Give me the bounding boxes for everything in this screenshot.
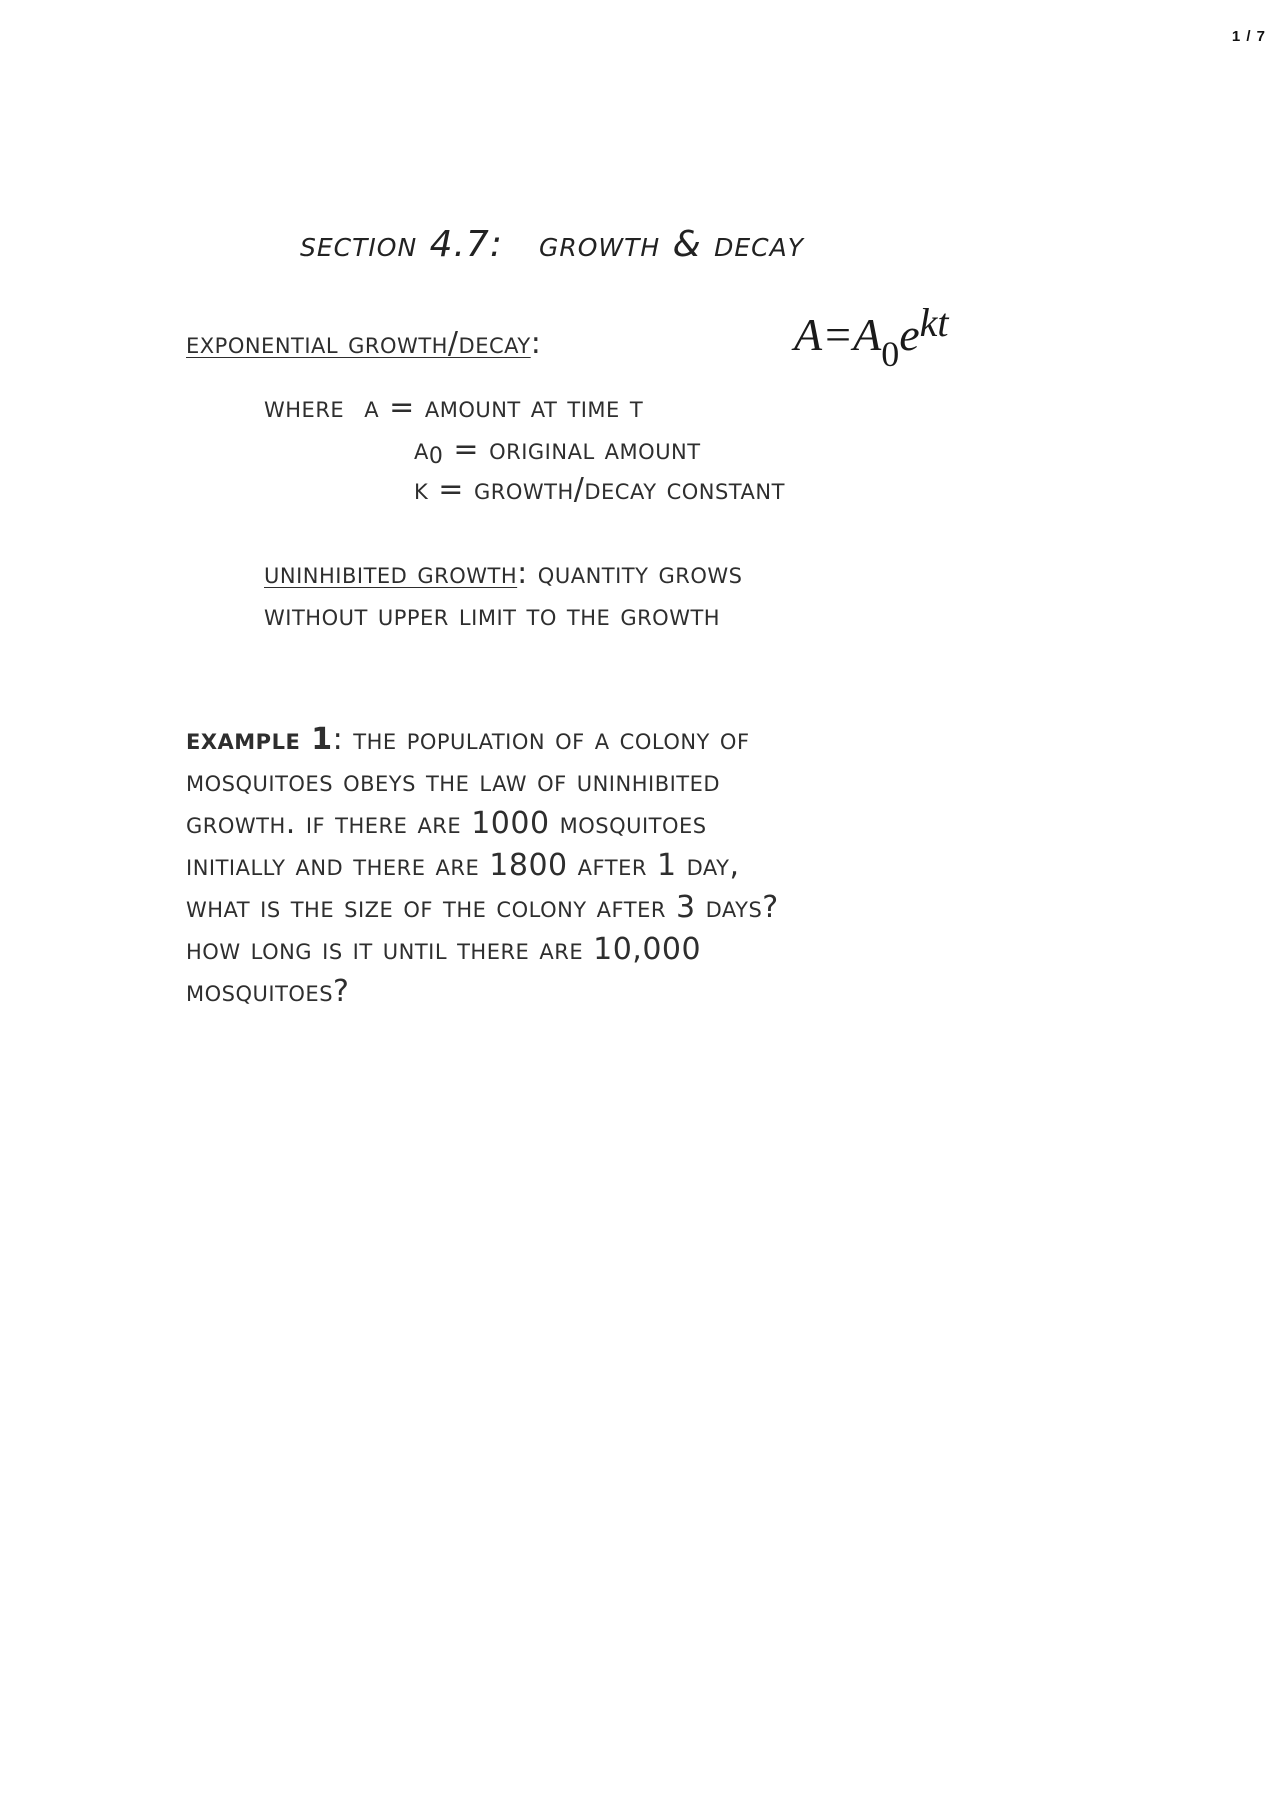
section-number: section 4.7: (300, 224, 503, 265)
example-line-5: what is the size of the colony after 3 days? (186, 890, 779, 925)
uninhibited-line-1 (264, 556, 742, 591)
uninhibited-line-2: without upper limit to the growth (264, 598, 721, 633)
exponential-heading (186, 326, 541, 361)
section-topic: growth & decay (538, 224, 805, 265)
example-line-3: growth. if there are 1000 mosquitoes (186, 806, 707, 841)
where-label: where (264, 390, 345, 425)
page-counter: 1 / 7 (1231, 28, 1266, 45)
example-label: example 1 (186, 722, 333, 757)
example-line-2: mosquitoes obeys the law of uninhibited (186, 764, 721, 799)
a-definition: a = amount at time t (364, 390, 644, 425)
formula-lhs: A=A (794, 309, 882, 360)
uninhibited-label: uninhibited growth (264, 556, 518, 591)
example-line-1 (186, 722, 750, 757)
example-line-4: initially and there are 1800 after 1 day, (186, 848, 740, 883)
definition-k (414, 472, 785, 507)
a0-letter: a (414, 432, 429, 467)
k-definition: k = growth/decay constant (414, 472, 785, 507)
exponential-formula (794, 300, 949, 374)
example-line-7: mosquitoes? (186, 974, 350, 1009)
example-text-1: : the population of a colony of (332, 722, 750, 757)
exponential-label: exponential growth/decay (186, 326, 531, 361)
a0-subscript: 0 (428, 444, 444, 469)
section-title (300, 224, 804, 265)
formula-subscript: 0 (881, 334, 900, 374)
exponential-colon: : (530, 326, 542, 361)
example-line-6: how long is it until there are 10,000 (186, 932, 702, 967)
formula-exponent: kt (919, 300, 949, 345)
definition-a (264, 390, 643, 425)
a0-definition: = original amount (443, 432, 701, 467)
definition-a0 (414, 432, 701, 467)
formula-base: e (899, 309, 920, 360)
uninhibited-text-1: : quantity grows (517, 556, 743, 591)
